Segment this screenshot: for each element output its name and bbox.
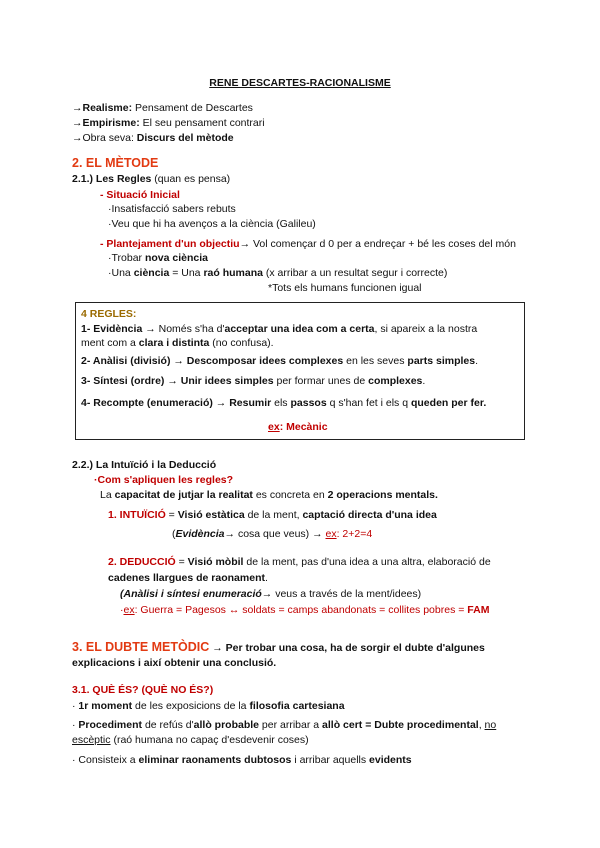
rule-1-line-2: ment com a clara i distinta (no confusa). [81, 337, 274, 349]
ciencia-line: ·Una ciència = Una raó humana (x arribar a un resultat segur i correcte) [108, 267, 448, 279]
rules-title: 4 REGLES: [81, 308, 137, 320]
situacio-item: ·Veu que hi ha avenços a la ciència (Galileu) [108, 218, 316, 230]
trobar-line: ·Trobar nova ciència [108, 252, 208, 264]
capacitat-line: La capacitat de jutjar la realitat es concreta en 2 operacions mentals. [100, 489, 438, 501]
situacio-inicial-label: - Situació Inicial [100, 189, 180, 201]
analisi-line: (Anàlisi i síntesi enumeració→ veus a través de la ment/idees) [120, 588, 422, 600]
section-2-1-heading: 2.1.) Les Regles (quan es pensa) [72, 173, 231, 185]
section-3-1-heading: 3.1. QUÈ ÉS? (QUÈ NO ÉS?) [72, 684, 214, 696]
rule-3: 3- Síntesi (ordre) → Unir idees simples per formar unes de complexes. [81, 375, 426, 387]
rule-1-line-1: 1- Evidència → Només s'ha d'acceptar una idea com a certa, si apareix a la nostra [81, 323, 478, 335]
rules-example: ex: Mecànic [268, 421, 328, 433]
situacio-item: ·Insatisfacció sabers rebuts [108, 203, 236, 215]
intro-empirisme: →Empirisme: El seu pensament contrari [72, 117, 265, 129]
note-line: *Tots els humans funcionen igual [268, 282, 422, 294]
point-1: · 1r moment de les exposicions de la filosofia cartesiana [72, 700, 345, 712]
plantejament-line: - Plantejament d'un objectiu→ Vol començar d 0 per a endreçar + bé les coses del món [100, 238, 516, 250]
rule-4: 4- Recompte (enumeració) → Resumir els passos q s'han fet i els q queden per fer. [81, 397, 487, 409]
point-3: · Consisteix a eliminar raonaments dubtosos i arribar aquells evidents [72, 754, 412, 766]
intro-realisme: →Realisme: Pensament de Descartes [72, 102, 253, 114]
regles-question: ·Com s'apliquen les regles? [94, 474, 234, 486]
evidencia-line: (Evidència→ cosa que veus) → ex: 2+2=4 [172, 528, 373, 540]
deduccio-line-2: cadenes llargues de raonament. [108, 572, 268, 584]
section-3-heading: 3. EL DUBTE METÒDIC → Per trobar una cosa, ha de sorgir el dubte d'algunes [72, 640, 485, 654]
document-title: RENE DESCARTES-RACIONALISME [209, 77, 391, 89]
deduccio-example: ·ex: Guerra = Pagesos ↔ soldats = camps abandonats = collites pobres = FAM [120, 604, 490, 616]
point-2-line-2: escèptic (raó humana no capaç d'esdevenir coses) [72, 734, 309, 746]
intuicio-line: 1. INTUÏCIÓ = Visió estàtica de la ment, captació directa d'una idea [108, 509, 437, 521]
intro-obra: →Obra seva: Discurs del mètode [72, 132, 234, 144]
point-2-line-1: · Procediment de refús d'allò probable per arribar a allò cert = Dubte procedimental, no [72, 719, 497, 731]
section-2-2-heading: 2.2.) La Intuïció i la Deducció [72, 459, 217, 471]
section-3-line-2: explicacions i així obtenir una conclusió. [72, 657, 277, 669]
rule-2: 2- Anàlisi (divisió) → Descomposar idees complexes en les seves parts simples. [81, 355, 479, 367]
section-2-heading: 2. EL MÈTODE [72, 156, 159, 170]
deduccio-line: 2. DEDUCCIÓ = Visió mòbil de la ment, pas d'una idea a una altra, elaboració de [108, 556, 491, 568]
